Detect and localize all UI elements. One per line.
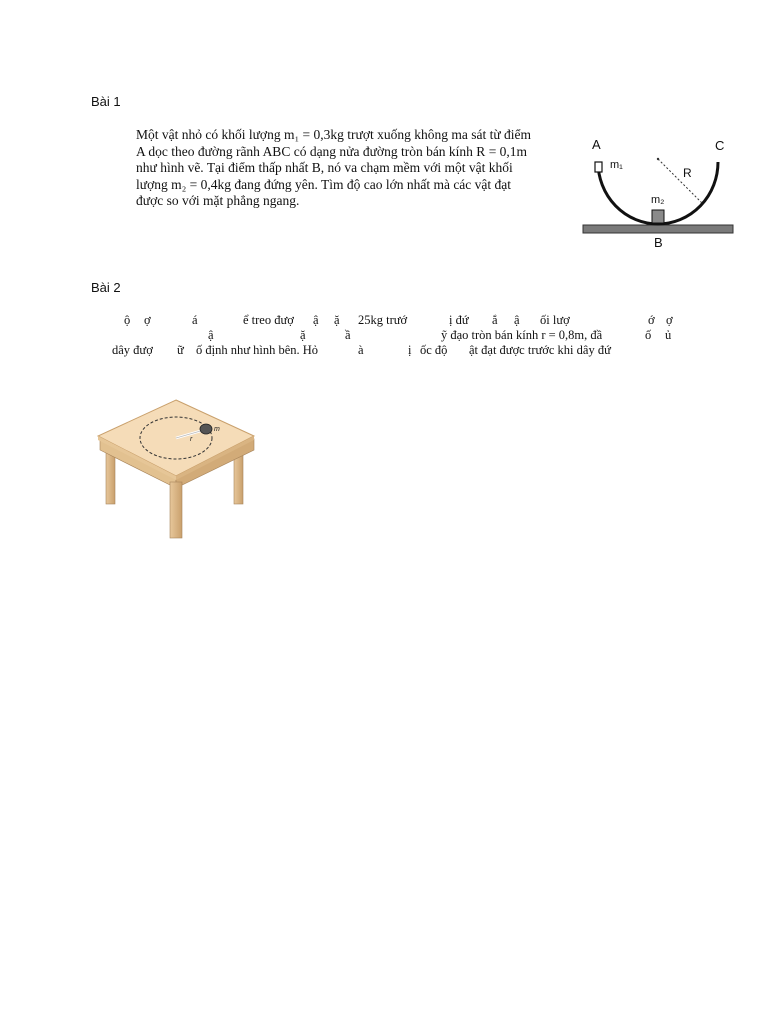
text-fragment: ỹ đạo tròn bán kính r = 0,8m, đầ: [441, 328, 603, 342]
ground-plane: [583, 225, 733, 233]
text-fragment: ặ: [334, 313, 340, 327]
text-fragment: dây đượ: [112, 343, 153, 357]
m1-block: [595, 162, 602, 172]
text-fragment: ầ: [345, 328, 351, 342]
table-figure: [96, 396, 261, 542]
text-fragment: ố định như hình bên. Hỏ: [196, 343, 319, 357]
text-fragment: ớ: [648, 313, 655, 327]
semicircle-track-figure: [578, 132, 740, 254]
label-b: B: [654, 235, 663, 250]
text-fragment: ị đứ: [449, 313, 469, 327]
m2-block: [652, 210, 664, 223]
label-r: r: [190, 436, 193, 443]
text-fragment: ặ: [300, 328, 306, 342]
text-fragment: ốc độ: [420, 343, 448, 357]
text-fragment: á: [192, 313, 198, 327]
problem-1-text: [136, 127, 573, 210]
text-fragment: ộ: [124, 313, 131, 327]
label-m: m: [214, 426, 220, 433]
problem-2-line-1: [100, 312, 690, 327]
text-fragment: à: [358, 343, 364, 357]
problem-1-line-3: như hình vẽ. Tại điểm thấp nhất B, nó va chạm mềm với một vật khối: [136, 160, 513, 175]
problem-1-line-5: được so với mặt phẳng ngang.: [136, 193, 300, 208]
center-dot: [657, 158, 659, 160]
problem-1-line-1: Một vật nhỏ có khối lượng m₁ = 0,3kg trượt xuống không ma sát từ điểm: [136, 127, 532, 142]
problem-2-line-3: [100, 342, 690, 357]
label-m1: m₁: [610, 159, 623, 171]
text-fragment: ữ: [177, 343, 184, 357]
text-fragment: ợ: [144, 313, 151, 327]
text-fragment: ị: [408, 343, 412, 357]
text-fragment: ậ: [514, 313, 520, 327]
text-fragment: ậ: [313, 313, 319, 327]
text-fragment: 25kg trướ: [358, 313, 408, 327]
mass-puck: [200, 424, 212, 434]
text-fragment: ắ: [492, 313, 498, 327]
text-fragment: ủ: [665, 328, 672, 342]
problem-2-text: [100, 312, 690, 357]
label-m2: m₂: [651, 194, 665, 206]
problem-1-heading: Bài 1: [91, 94, 121, 109]
text-fragment: ể treo đượ: [243, 313, 294, 327]
label-a: A: [592, 137, 601, 152]
text-fragment: ậ: [208, 328, 214, 342]
problem-1-line-2: A dọc theo đường rãnh ABC có dạng nửa đường tròn bán kính R = 0,1m: [136, 143, 528, 159]
label-c: C: [715, 138, 725, 153]
problem-2-line-2: [100, 327, 690, 342]
text-fragment: ố: [645, 328, 652, 342]
problem-1-line-4: lượng m₂ = 0,4kg đang đứng yên. Tìm độ cao lớn nhất mà các vật đạt: [136, 176, 512, 192]
text-fragment: ợ: [666, 313, 673, 327]
problem-2-heading: Bài 2: [91, 280, 121, 295]
text-fragment: ật đạt được trước khi dây đứ: [469, 343, 611, 357]
radius-line: [658, 159, 703, 204]
table-leg-front: [170, 482, 182, 538]
label-r: R: [683, 166, 692, 180]
text-fragment: ối lượ: [540, 313, 570, 327]
